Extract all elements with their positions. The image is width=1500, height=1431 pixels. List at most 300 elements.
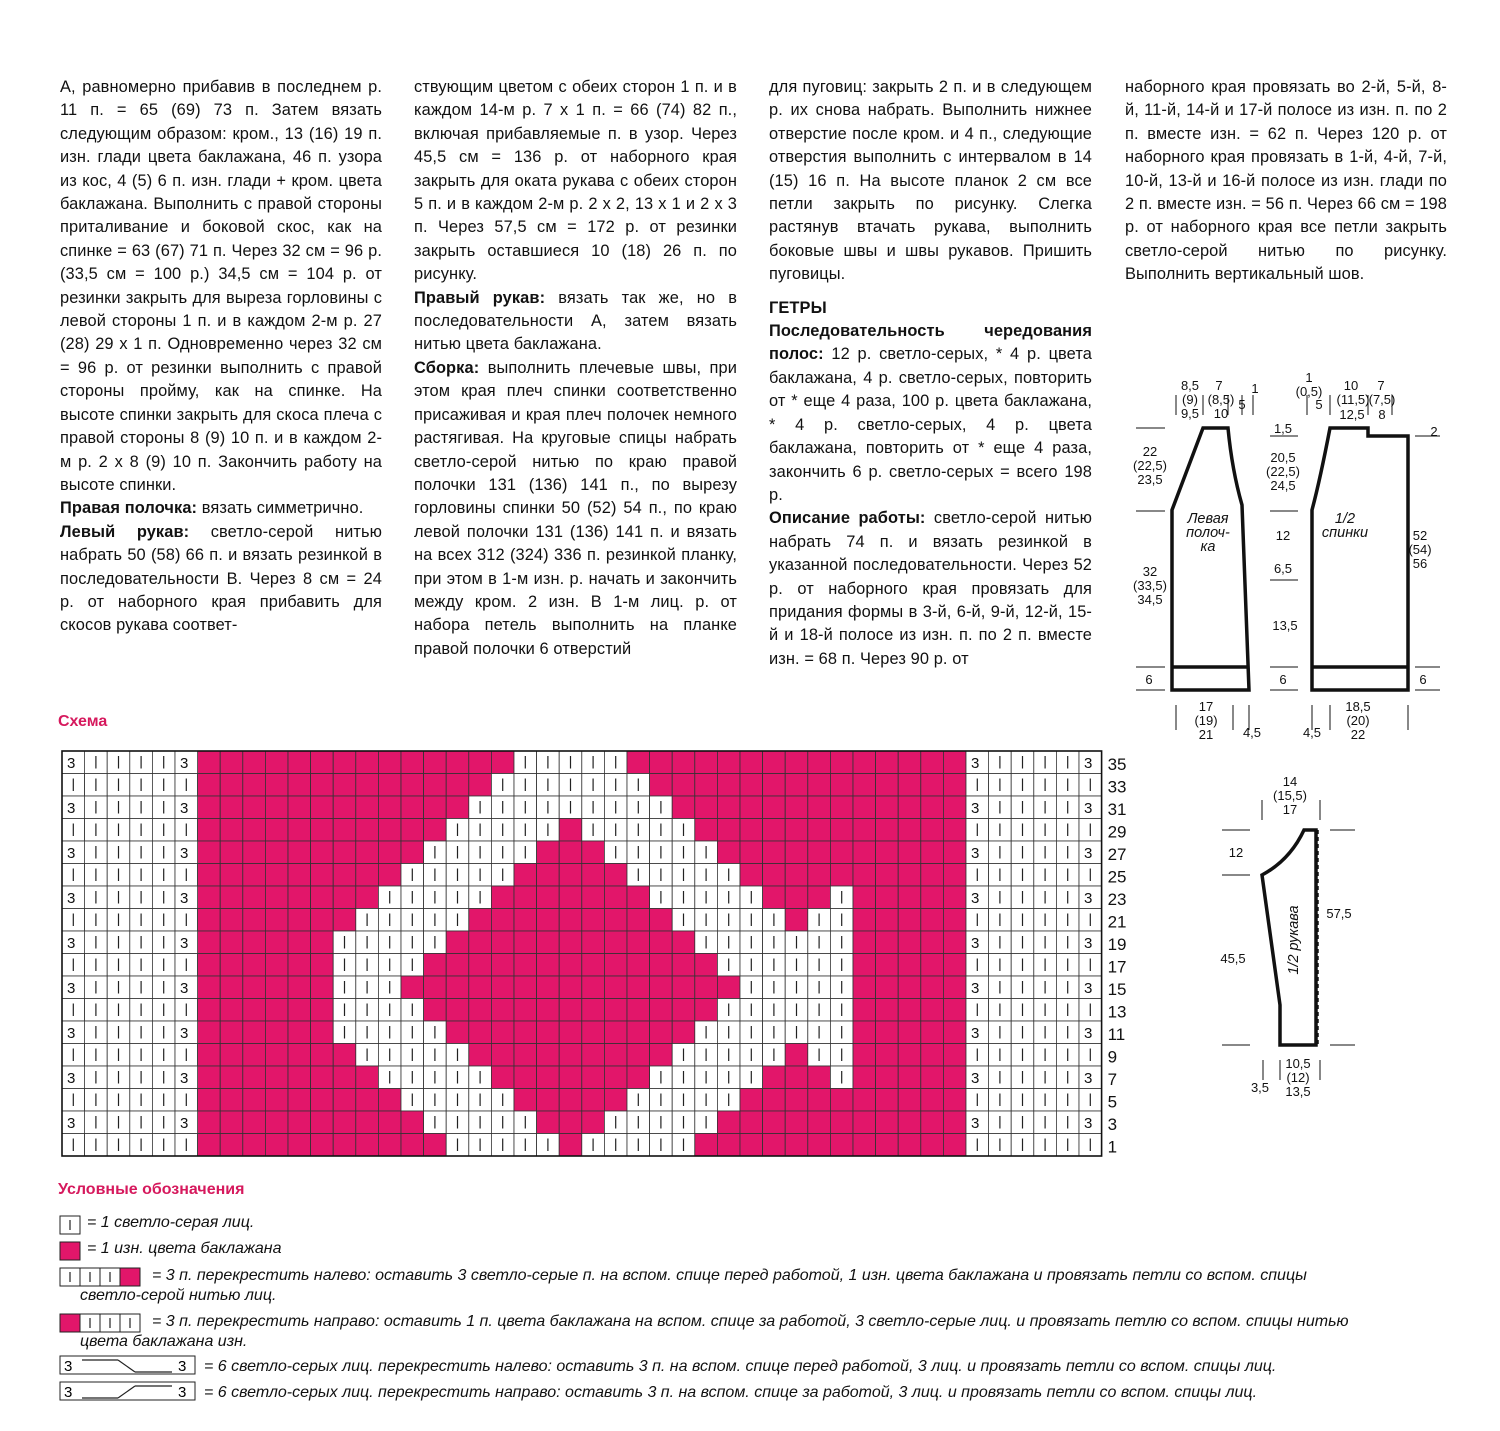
purl-cell [378,1134,401,1157]
purl-cell [695,819,718,842]
purl-cell [876,1021,899,1044]
purl-cell [265,1066,288,1089]
purl-cell [921,1089,944,1112]
legend-symbol-cell [60,1356,195,1374]
purl-cell [401,976,424,999]
purl-cell [401,751,424,774]
purl-cell [265,796,288,819]
row-label: 17 [1107,957,1127,977]
dimension-label: 5 [1238,397,1246,412]
cable-label: 3 [971,1070,980,1087]
purl-cell [198,976,221,999]
purl-cell [695,999,718,1022]
dimension-label: 24,5 [1270,478,1296,493]
purl-cell [763,819,786,842]
purl-cell [514,999,537,1022]
purl-cell [198,819,221,842]
purl-cell [220,1066,243,1089]
purl-cell [537,909,560,932]
purl-cell [717,841,740,864]
purl-cell [333,1111,356,1134]
purl-cell [898,931,921,954]
purl-cell [695,976,718,999]
legend-title: Условные обозначения [58,1181,245,1198]
purl-cell [311,796,334,819]
purl-cell [672,999,695,1022]
purl-cell [198,1134,221,1157]
purl-cell [311,841,334,864]
purl-cell [627,751,650,774]
purl-cell [559,954,582,977]
purl-cell [220,954,243,977]
purl-cell [288,999,311,1022]
purl-cell [650,999,673,1022]
purl-cell [243,909,266,932]
purl-cell [559,1089,582,1112]
dimension-label: 10,5 [1285,1056,1311,1071]
purl-cell [198,1066,221,1089]
purl-cell [378,751,401,774]
purl-cell [921,999,944,1022]
purl-cell [220,1111,243,1134]
col1-paragraph: А, равномерно прибавив в последнем р. 11 п. = 65 (69) 73 п. Затем вязать следующим образом: кром., 13 (16) 19 п. изн. глади цвета баклажана, 46 п. узора из кос, 4 (5) 6 п. изн. глади + кром. цвета баклажана. Выполнить с правой стороны приталивание и боковой скос, как на спинке = 63 (67) 71 п. Через 32 см = 96 р. (33,5 см = 100 р.) 34,5 см = 104 р. от резинки закрыть для выреза горловины с левой стороны 1 п. и в каждом 2-м р. 27 (28) 29 х 1 п. Одновременно через 32 см = 96 р. от резинки выполнить с правой стороны пройму, как на спинке. На высоте спинки закрыть для скоса плеча с правой стороны 8 (9) 10 п. и в каждом 2-м р. 2 х 8 (9) 10 п. Закончить работу на высоте спинки. [60,78,382,494]
purl-cell [672,751,695,774]
dimension-label: 9,5 [1180,406,1200,421]
purl-cell [243,1066,266,1089]
dimension-label: 6,5 [1273,561,1293,576]
purl-cell [921,774,944,797]
col2-paragraph: ствующим цветом с обеих сторон 1 п. и в каждом 14-м р. 7 х 1 п. = 66 (74) 82 п., включая прибавляемые п. в узор. Через 45,5 см = 136 р. от наборного края закрыть для оката рукава с обеих сторон 5 п. и в каждом 2-м р. 2 х 2, 13 х 1 и 2 х 3 п. Через 57,5 см = 172 р. от резинки закрыть оставшиеся 10 (18) 26 п. по рисунку. [414,78,737,284]
purl-cell [198,841,221,864]
col2-paragraph: Правый рукав: вязать так же, но в последовательности А, затем вязать нитью цвета баклажана. [414,288,737,354]
purl-cell [311,1111,334,1134]
legend-item-2: = 1 изн. цвета баклажана [87,1240,282,1257]
purl-cell [514,1066,537,1089]
col4-paragraph: наборного края провязать во 2-й, 5-й, 8-й, 11-й, 14-й и 17-й полосе из изн. п. по 2 п. вместе изн. = 62 п. Через 120 р. от наборного края провязать в 1-й, 4-й, 7-й, 10-й, 13-й и 16-й полосе из изн. глади по 2 п. вместе изн. = 56 п. Через 66 см = 198 р. от наборного края все петли закрыть светло-серой нитью по рисунку. Выполнить вертикальный шов. [1125,78,1447,284]
dimension-label: 56 [1412,556,1428,571]
purl-cell [627,886,650,909]
cable-label: 3 [67,845,76,862]
legend-item-3: = 3 п. перекрестить налево: оставить 3 светло-серые п. на вспом. спице перед работой, 1 изн. цвета баклажана и провязать петли со вспом. спицы [152,1267,1307,1284]
purl-cell [265,1111,288,1134]
dimension-label: (15,5) [1273,788,1307,803]
purl-cell [514,864,537,887]
purl-cell [311,931,334,954]
cable-label: 3 [67,755,76,772]
dimension-label: 12,5 [1339,407,1365,422]
purl-cell [853,819,876,842]
row-label: 5 [1107,1092,1118,1112]
purl-cell [627,976,650,999]
purl-cell [876,1111,899,1134]
purl-cell [740,1134,763,1157]
dimension-label: (19) [1194,713,1218,728]
purl-cell [288,1044,311,1067]
purl-cell [695,751,718,774]
purl-cell [808,1134,831,1157]
purl-cell [265,864,288,887]
purl-cell [378,1089,401,1112]
cable-label: 3 [971,845,980,862]
purl-cell [672,931,695,954]
purl-cell [740,774,763,797]
purl-cell [763,1089,786,1112]
purl-cell [672,774,695,797]
purl-cell [288,796,311,819]
legend-symbol-label: 3 [178,1384,187,1401]
purl-cell [898,1134,921,1157]
legend-item-5: = 6 светло-серых лиц. перекрестить налево: оставить 3 п. на вспом. спице перед работой, 3 лиц. и провязать петли со вспом. спицы лиц. [204,1358,1277,1375]
purl-cell [401,1111,424,1134]
purl-cell [898,1111,921,1134]
purl-cell [537,864,560,887]
cable-label: 3 [67,890,76,907]
purl-cell [265,1021,288,1044]
purl-cell [650,1021,673,1044]
purl-cell [853,774,876,797]
purl-cell [446,774,469,797]
dimension-label: (33,5) [1133,578,1167,593]
dimension-label: 1 [1251,381,1259,396]
purl-cell [243,1044,266,1067]
purl-cell [243,886,266,909]
purl-cell [537,999,560,1022]
purl-cell [582,841,605,864]
purl-cell [853,909,876,932]
purl-cell [243,796,266,819]
purl-cell [424,1134,447,1157]
purl-cell [559,1066,582,1089]
purl-cell [311,1021,334,1044]
purl-cell [740,819,763,842]
purl-cell [876,1089,899,1112]
purl-cell [853,796,876,819]
purl-cell [853,841,876,864]
purl-cell [853,976,876,999]
purl-cell [717,796,740,819]
dimension-label: (22,5) [1133,458,1167,473]
purl-cell [424,954,447,977]
purl-cell [853,1134,876,1157]
purl-cell [808,841,831,864]
purl-cell [491,999,514,1022]
purl-cell [243,976,266,999]
purl-cell [220,864,243,887]
dimension-label: (12) [1286,1070,1310,1085]
purl-cell [830,841,853,864]
purl-cell [198,751,221,774]
purl-cell [288,931,311,954]
purl-cell [830,751,853,774]
purl-cell [604,1021,627,1044]
purl-cell [921,886,944,909]
cable-label: 3 [67,1025,76,1042]
scheme-title: Схема [58,713,108,730]
purl-cell [288,841,311,864]
cable-label: 3 [180,845,189,862]
purl-cell [763,886,786,909]
purl-cell [378,841,401,864]
purl-cell [876,774,899,797]
purl-cell [763,864,786,887]
purl-cell [876,841,899,864]
row-label: 19 [1107,935,1127,954]
purl-cell [582,1021,605,1044]
purl-cell [785,1066,808,1089]
purl-cell [943,1089,966,1112]
purl-cell [853,1089,876,1112]
purl-cell [876,976,899,999]
purl-cell [265,819,288,842]
purl-cell [424,819,447,842]
purl-cell [333,841,356,864]
purl-cell [627,1021,650,1044]
purl-cell [243,751,266,774]
purl-cell [921,976,944,999]
row-label: 7 [1107,1070,1118,1089]
purl-cell [537,931,560,954]
purl-cell [446,976,469,999]
purl-cell [650,1044,673,1067]
legend-symbol-cell [60,1314,80,1332]
row-label: 15 [1107,980,1127,999]
legend-symbol-label: 3 [64,1384,73,1401]
purl-cell [876,999,899,1022]
col3b-paragraph: Последовательность чередования полос: 12 р. светло-серых, * 4 р. цвета баклажана, 4 р. светло-серых, повторить от * еще 4 раза, 100 р. цвета баклажана, * 4 р. светло-серых, 4 р. цвета баклажана, повторить от * еще 4 раза, закончить 6 р. светло-серых = всего 198 р. [769,322,1092,504]
purl-cell [853,751,876,774]
purl-cell [356,841,379,864]
purl-cell [876,1134,899,1157]
col1-paragraph: Правая полочка: вязать симметрично. [60,499,364,518]
purl-cell [717,751,740,774]
purl-cell [763,1111,786,1134]
purl-cell [650,751,673,774]
legend-symbol-label: 3 [64,1358,73,1375]
col3a-paragraph: для пуговиц: закрыть 2 п. и в следующем р. их снова набрать. Выполнить нижнее отверстие после кром. и 4 п., следующие отверстия выполнить с интервалом в 14 (15) 16 п. На высоте планок 2 см все петли закрыть по рисунку. Слегка растянув втачать рукава, выполнить боковые швы и швы рукавов. Пришить пуговицы. [769,78,1092,284]
purl-cell [311,751,334,774]
paragraph-heading: Описание работы: [769,509,926,528]
dimension-label: (8,5) [1207,392,1235,407]
purl-cell [604,1044,627,1067]
purl-cell [627,954,650,977]
purl-cell [265,931,288,954]
purl-cell [311,954,334,977]
purl-cell [785,1044,808,1067]
purl-cell [808,751,831,774]
cable-label: 3 [67,935,76,952]
purl-cell [921,841,944,864]
dimension-label: (0,5) [1295,384,1323,399]
purl-cell [378,864,401,887]
purl-cell [559,1021,582,1044]
purl-cell [288,954,311,977]
purl-cell [695,954,718,977]
purl-cell [446,931,469,954]
row-label: 23 [1107,890,1127,909]
dimension-label: 6 [1145,672,1153,687]
purl-cell [311,999,334,1022]
purl-cell [695,1134,718,1157]
purl-cell [582,1066,605,1089]
purl-cell [740,751,763,774]
purl-cell [582,1044,605,1067]
dimension-label: (7,5) [1368,392,1396,407]
cable-label: 3 [971,755,980,772]
purl-cell [853,931,876,954]
dimension-label: (22,5) [1266,464,1300,479]
purl-cell [650,909,673,932]
purl-cell [220,1044,243,1067]
purl-cell [424,976,447,999]
cable-label: 3 [180,890,189,907]
purl-cell [356,774,379,797]
purl-cell [333,864,356,887]
purl-cell [265,1044,288,1067]
purl-cell [785,751,808,774]
legend-item-4-cont: цвета баклажана изн. [80,1333,248,1350]
purl-cell [220,1089,243,1112]
purl-cell [514,954,537,977]
purl-cell [220,999,243,1022]
purl-cell [491,931,514,954]
purl-cell [243,1021,266,1044]
purl-cell [356,751,379,774]
purl-cell [356,864,379,887]
row-label: 13 [1107,1002,1127,1022]
purl-cell [198,931,221,954]
purl-cell [921,1021,944,1044]
purl-cell [265,886,288,909]
purl-cell [921,931,944,954]
purl-cell [446,751,469,774]
legend-symbol-cell [120,1268,140,1286]
left-front-outline [1172,428,1249,690]
purl-cell [424,796,447,819]
purl-cell [627,931,650,954]
purl-cell [559,819,582,842]
purl-cell [401,796,424,819]
purl-cell [559,841,582,864]
purl-cell [943,976,966,999]
purl-cell [469,774,492,797]
purl-cell [198,1089,221,1112]
purl-cell [808,774,831,797]
purl-cell [469,1021,492,1044]
purl-cell [695,774,718,797]
paragraph-heading: Сборка: [414,358,480,377]
dimension-label: 57,5 [1326,906,1352,921]
dimension-label: 34,5 [1137,592,1163,607]
row-label: 3 [1107,1115,1118,1134]
purl-cell [198,909,221,932]
purl-cell [582,886,605,909]
purl-cell [830,819,853,842]
purl-cell [469,954,492,977]
purl-cell [830,796,853,819]
purl-cell [876,886,899,909]
purl-cell [559,886,582,909]
purl-cell [830,1134,853,1157]
purl-cell [650,774,673,797]
purl-cell [876,864,899,887]
purl-cell [717,819,740,842]
purl-cell [672,976,695,999]
dimension-label: 7 [1215,378,1223,393]
purl-cell [424,999,447,1022]
purl-cell [604,931,627,954]
purl-cell [943,751,966,774]
purl-cell [333,796,356,819]
purl-cell [446,1021,469,1044]
purl-cell [898,976,921,999]
purl-cell [220,909,243,932]
cable-label: 3 [180,980,189,997]
purl-cell [198,954,221,977]
purl-cell [921,796,944,819]
purl-cell [717,1134,740,1157]
cable-label: 3 [1084,890,1093,907]
purl-cell [265,999,288,1022]
purl-cell [785,1111,808,1134]
row-label: 27 [1107,845,1127,864]
purl-cell [514,909,537,932]
purl-cell [288,751,311,774]
dimension-label: 17 [1198,699,1214,714]
purl-cell [898,909,921,932]
purl-cell [830,774,853,797]
purl-cell [943,1111,966,1134]
purl-cell [198,999,221,1022]
dimension-label: 22 [1142,444,1158,459]
purl-cell [785,774,808,797]
purl-cell [898,841,921,864]
purl-cell [943,1044,966,1067]
purl-cell [491,954,514,977]
purl-cell [333,1044,356,1067]
purl-cell [876,1066,899,1089]
purl-cell [424,751,447,774]
purl-cell [311,774,334,797]
legend-item-3-cont: светло-серой нитью лиц. [80,1287,277,1304]
purl-cell [876,1044,899,1067]
purl-cell [537,1111,560,1134]
purl-cell [537,1044,560,1067]
purl-cell [785,909,808,932]
purl-cell [559,999,582,1022]
purl-cell [830,1111,853,1134]
purl-cell [469,976,492,999]
purl-cell [672,954,695,977]
dimension-label: 13,5 [1285,1084,1311,1099]
purl-cell [288,1089,311,1112]
purl-cell [559,1044,582,1067]
purl-cell [378,819,401,842]
legend-symbol-label: 3 [178,1358,187,1375]
purl-cell [876,954,899,977]
gaiters-heading: ГЕТРЫ [769,298,827,317]
purl-cell [491,1066,514,1089]
purl-cell [311,1134,334,1157]
dimension-label: 32 [1142,564,1158,579]
purl-cell [333,751,356,774]
purl-cell [582,864,605,887]
purl-cell [265,774,288,797]
row-label: 9 [1107,1047,1118,1067]
dimension-label: Левая [1187,511,1229,527]
purl-cell [830,1089,853,1112]
purl-cell [604,864,627,887]
purl-cell [378,1111,401,1134]
